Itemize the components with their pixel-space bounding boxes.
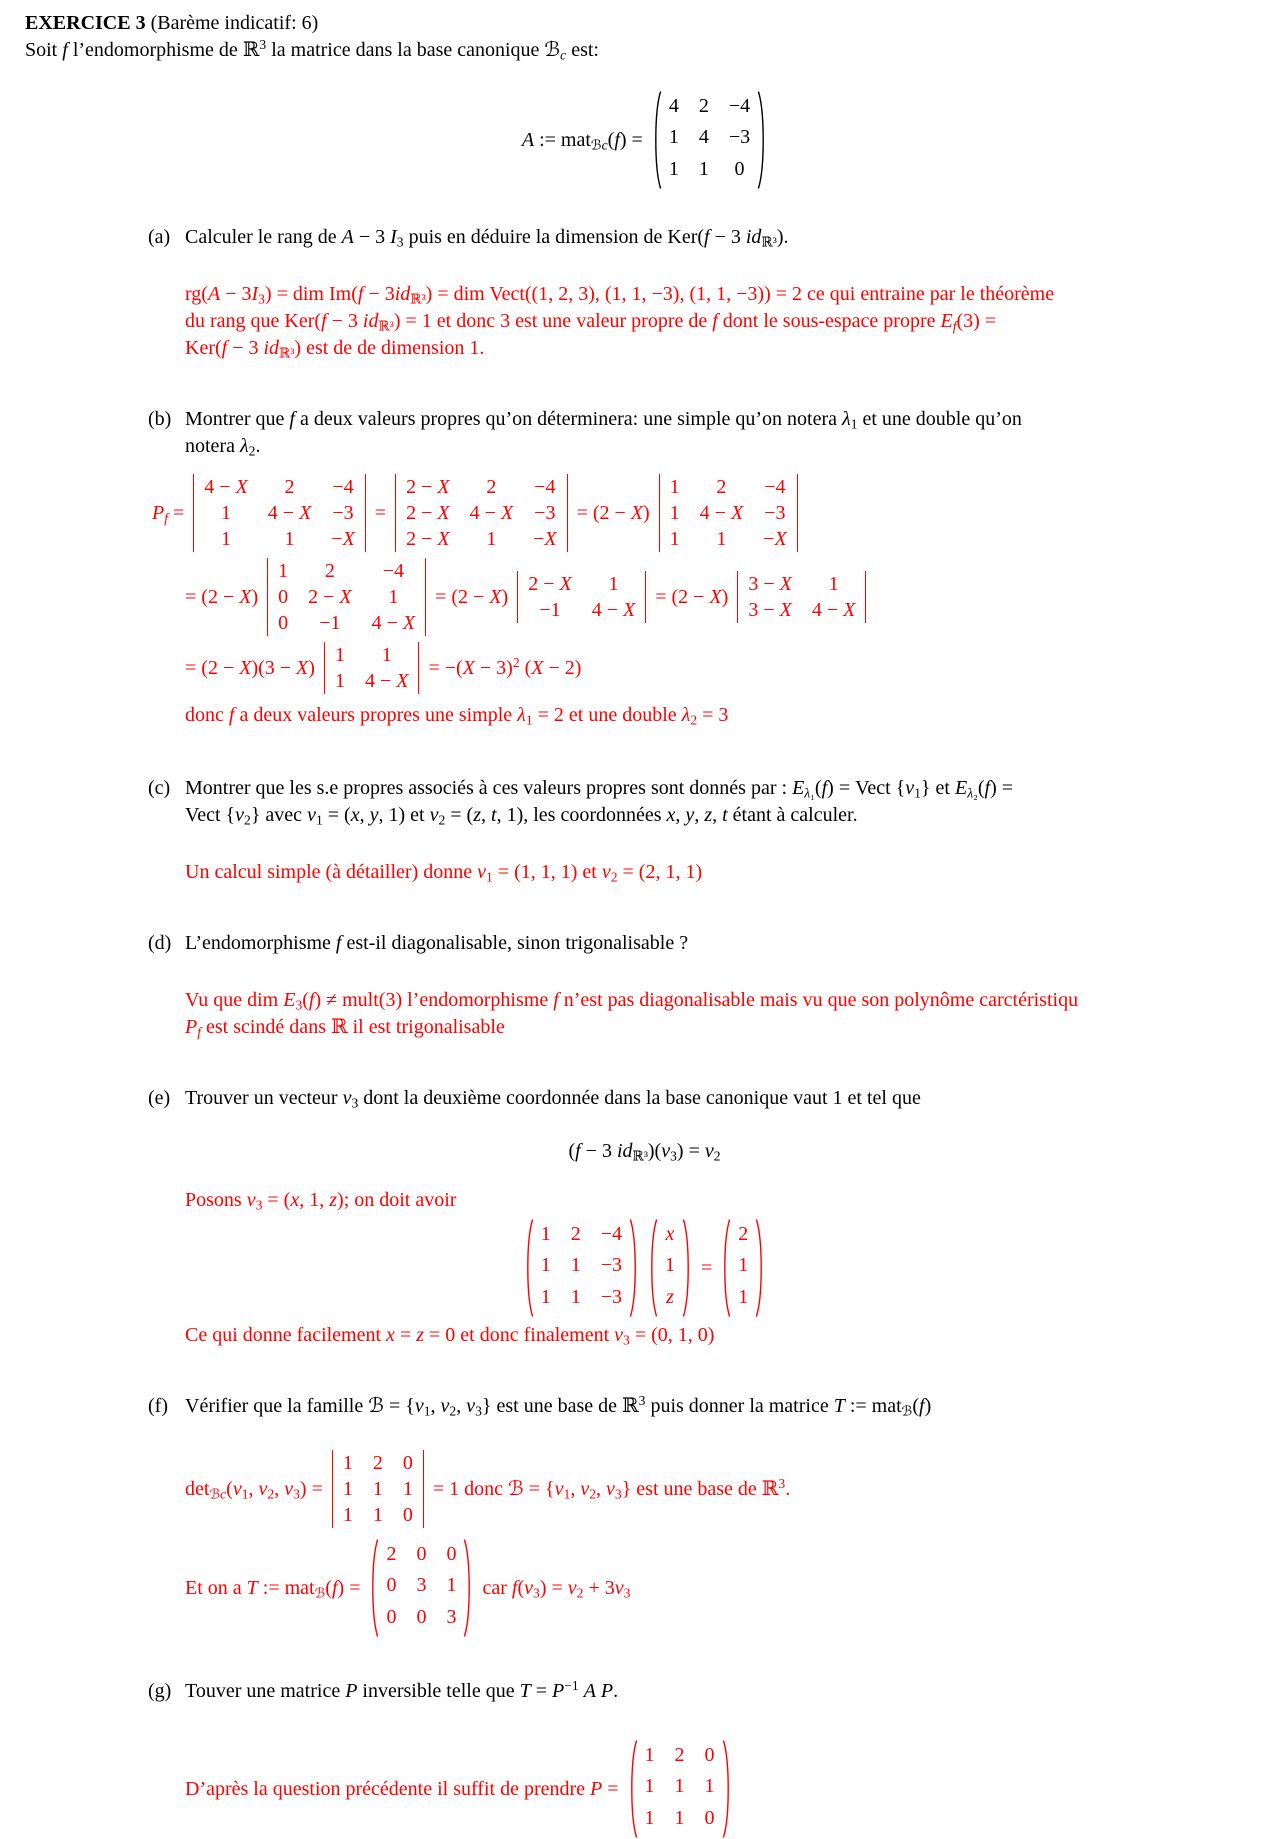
text-line: du rang que Ker(f − 3 $id_{ℝ^3}) = 1$ et donc 3 est une valeur propre de f dont le sous-espace propre $E_f(3)$ =: [185, 310, 997, 334]
exercise-title-rest: (Barème indicatif: 6): [145, 12, 319, 34]
item-b: [148, 406, 1264, 460]
matrix-cell: 1: [669, 502, 680, 524]
matrix-cell: 1: [716, 528, 727, 550]
matrix-cell: −4: [382, 560, 404, 582]
matrix-cell: 3: [416, 1574, 427, 1597]
matrix-cell: 1: [738, 1285, 749, 1308]
matrix-cell: 2: [284, 476, 295, 498]
question-b: [185, 406, 1264, 460]
text-line: Calculer le rang de A − 3 $I_3$ puis en déduire la dimension de Ker(f − 3 $id_{ℝ^3}$).: [185, 226, 789, 250]
item-c: [148, 775, 1264, 829]
matrix-cell: −3: [534, 502, 556, 524]
matrix-cell: 2: [386, 1543, 397, 1565]
intro-paragraph: Soit f l’endomorphisme de ℝ$^3$ la matrice dans la base canonique ℬ$_c$ est:: [25, 37, 599, 63]
matrix-grid: [658, 1218, 682, 1318]
matrix-cell: 0: [386, 1605, 397, 1628]
math-text: =: [374, 501, 387, 524]
matrix-cell: 1: [278, 560, 289, 582]
matrix-cell: 4 − X: [364, 670, 409, 692]
posons-line: Posons $v_3 = (x$, 1, z); on doit avoir: [185, 1189, 457, 1213]
matrix-cell: −3: [764, 502, 786, 524]
matrix-grid: [731, 1218, 755, 1318]
matrix-cell: 1: [570, 1285, 581, 1308]
left-paren: [721, 1218, 731, 1318]
matrix-cell: 1: [644, 1806, 655, 1829]
matrix-cell: 0: [402, 1452, 413, 1474]
matrix-determinant: [395, 474, 568, 552]
matrix-cell: 1: [388, 586, 399, 608]
char-poly-line-1: [152, 474, 1264, 552]
right-paren: [629, 1218, 639, 1318]
matrix-cell: 1: [608, 573, 619, 595]
matrix-cell: 1: [644, 1744, 655, 1766]
right-paren: [722, 1739, 732, 1839]
matrix-cell: 1: [674, 1806, 685, 1829]
matrix-cell: 1: [738, 1254, 749, 1277]
item-d-label: (d): [148, 932, 172, 954]
text-line: Vect $\{v_2\}$ avec $v_1 = (x$, y, 1) et $v_2 = (z$, t, 1), les coordonnées x, y, z, t étant à calculer.: [185, 804, 858, 828]
matrix-cell: 0: [386, 1574, 397, 1597]
math-text: =: [701, 1256, 713, 1279]
matrix-cell: 1: [284, 528, 295, 550]
matrix-cell: 1: [669, 528, 680, 550]
matrix-cell: −X: [533, 528, 557, 550]
matrix-cell: 4 − X: [267, 502, 312, 524]
matrix-cell: 4 − X: [591, 599, 636, 621]
text-line: Trouver un vecteur $v_3$ dont la deuxième coordonnée dans la base canonique vaut 1 et tel que: [185, 1087, 921, 1111]
text-line: notera $\lambda_2$.: [185, 435, 261, 459]
matrix-grid: [638, 1739, 722, 1839]
math-text: = (2 − X)(3 − X): [185, 656, 315, 679]
math-text: = (2 − X): [435, 585, 509, 608]
item-a-label: (a): [148, 226, 171, 248]
matrix-parens: [721, 1218, 765, 1318]
matrix-T-line: [185, 1538, 1264, 1638]
matrix-parens: [369, 1538, 473, 1638]
matrix-parens: [524, 1218, 639, 1318]
matrix-cell: −4: [534, 476, 556, 498]
matrix-cell: 4 − X: [469, 502, 514, 524]
matrix-cell: 3 − X: [748, 599, 792, 621]
math-text: Et on a T := mat$_ℬ$(f) =: [185, 1576, 361, 1600]
matrix-cell: 1: [486, 528, 497, 550]
matrix-cell: −4: [600, 1223, 622, 1245]
matrix-cell: 0: [734, 157, 745, 180]
matrix-cell: 2: [486, 476, 497, 498]
matrix-cell: 2: [674, 1744, 685, 1766]
matrix-cell: 4: [668, 95, 679, 117]
item-e-label: (e): [148, 1087, 171, 1109]
text-line: Vérifier que la famille ℬ = {$v_1$, $v_2$, $v_3$} est une base de ℝ$^3$ puis donner la matrice T := mat$_ℬ$(f): [185, 1393, 932, 1419]
answer-d: [185, 987, 1264, 1041]
matrix-cell: 4 − X: [699, 502, 744, 524]
answer-g: [185, 1739, 1264, 1839]
matrix-determinant: [193, 474, 366, 552]
matrix-cell: −1: [539, 599, 561, 621]
answer-e-posons: [185, 1187, 1264, 1214]
matrix-cell: 1: [372, 1478, 383, 1500]
item-g-label: (g): [148, 1680, 172, 1702]
text-line: $rg(A - 3I_3)$ = dim $Im(f - 3id_{ℝ^3})$ = dim Vect((1, 2, 3), (1, 1, −3), (1, 1, −3)) = 2 ce qui entraine par le théorème: [185, 283, 1055, 307]
equation-f-minus-3id: (f − 3 $id_{ℝ^3})(v_3) = v_2$: [568, 1140, 721, 1164]
matrix-cell: −X: [763, 528, 787, 550]
item-f-label: (f): [148, 1395, 168, 1417]
question-e: [185, 1085, 1264, 1112]
left-paren: [369, 1538, 379, 1638]
matrix-cell: 1: [342, 1478, 353, 1500]
matrix-cell: 1: [221, 528, 232, 550]
question-d: [185, 930, 1264, 957]
matrix-cell: 1: [540, 1223, 551, 1245]
math-text: = 1 donc ℬ = {$v_1$, $v_2$, $v_3$} est une base de ℝ$^3$.: [432, 1475, 791, 1501]
matrix-cell: −3: [600, 1285, 622, 1308]
matrix-cell: 1: [668, 157, 679, 180]
right-paren: [682, 1218, 692, 1318]
matrix-cell: 2: [324, 560, 335, 582]
answer-f: [185, 1450, 1264, 1638]
matrix-cell: 0: [446, 1543, 457, 1565]
matrix-cell: 1: [446, 1574, 457, 1597]
answer-a: [185, 281, 1264, 362]
display-equation-e: [25, 1138, 1264, 1165]
item-a: [148, 224, 1264, 251]
matrix-cell: 1: [669, 476, 680, 498]
left-paren: [652, 90, 662, 190]
matrix-determinant: [659, 474, 798, 552]
char-poly-conclusion: donc f a deux valeurs propres une simple $\lambda_1 = 2$ et une double $\lambda_2 = 3$: [185, 704, 729, 728]
matrix-cell: 2 − X: [308, 586, 352, 608]
matrix-cell: 1: [704, 1775, 715, 1798]
matrix-cell: −3: [332, 502, 354, 524]
det-base-line: [185, 1450, 1264, 1528]
matrix-cell: 1: [334, 644, 345, 666]
matrix-equation-e: [25, 1218, 1264, 1318]
item-f: [148, 1393, 1264, 1420]
matrix-A-display: [25, 90, 1264, 190]
matrix-cell: 1: [540, 1254, 551, 1277]
math-text: A := mat$_{ℬc}$(f) =: [521, 128, 643, 152]
matrix-equation-e-row: [524, 1218, 766, 1318]
matrix-cell: 1: [674, 1775, 685, 1798]
matrix-cell: 4 − X: [371, 612, 416, 634]
matrix-cell: −3: [600, 1254, 622, 1277]
math-text: $P_f$ =: [152, 501, 185, 525]
matrix-cell: 0: [704, 1744, 715, 1766]
matrix-determinant: [332, 1450, 424, 1528]
matrix-cell: 0: [278, 586, 289, 608]
answer-e-conclusion: [185, 1322, 1264, 1349]
matrix-cell: 1: [665, 1254, 675, 1277]
matrix-grid: [662, 90, 757, 190]
left-paren: [648, 1218, 658, 1318]
matrix-grid: [379, 1538, 463, 1638]
right-paren: [755, 1218, 765, 1318]
matrix-cell: 4 − X: [204, 476, 248, 498]
text-line: Ker(f − 3 $id_{ℝ^3}$) est de de dimension 1.: [185, 337, 485, 361]
matrix-cell: 0: [416, 1605, 427, 1628]
matrix-cell: 2: [570, 1223, 581, 1245]
matrix-cell: z: [666, 1285, 674, 1308]
matrix-determinant: [737, 571, 866, 623]
matrix-cell: 1: [334, 670, 345, 692]
matrix-cell: 1: [698, 157, 709, 180]
text-line: Touver une matrice P inversible telle que $T = P^{-1}$ A P.: [185, 1678, 619, 1702]
matrix-parens: [648, 1218, 692, 1318]
text-line: $P_f$ est scindé dans ℝ il est trigonalisable: [185, 1016, 505, 1040]
exercise-title-bold: EXERCICE 3: [25, 12, 146, 34]
math-text: $\det_{ℬc}(v_1$, $v_2$, $v_3$) =: [185, 1477, 323, 1501]
matrix-cell: −4: [332, 476, 354, 498]
conclusion-v3: Ce qui donne facilement x = z = 0 et donc finalement $v_3 = (0$, 1, 0): [185, 1324, 715, 1348]
matrix-parens: [652, 90, 767, 190]
math-text: D’après la question précédente il suffit de prendre P =: [185, 1777, 619, 1800]
answer-b: [152, 474, 1264, 729]
matrix-cell: 2: [698, 95, 709, 117]
matrix-cell: x: [665, 1223, 675, 1245]
item-d: [148, 930, 1264, 957]
left-paren: [628, 1739, 638, 1839]
matrix-cell: 1: [381, 644, 392, 666]
text-line: L’endomorphisme f est-il diagonalisable, sinon trigonalisable ?: [185, 932, 689, 954]
matrix-cell: 2 − X: [406, 476, 450, 498]
math-text: = (2 − X): [655, 585, 729, 608]
question-c: [185, 775, 1264, 829]
answer-c: [185, 859, 1264, 886]
math-text: = (2 − X): [185, 585, 259, 608]
matrix-cell: 2 − X: [406, 502, 450, 524]
math-text: = $-(X - 3)^2$ (X − 2): [428, 654, 582, 679]
left-paren: [524, 1218, 534, 1318]
matrix-cell: 1: [644, 1775, 655, 1798]
char-poly-line-3: [185, 642, 1264, 694]
matrix-cell: 1: [828, 573, 839, 595]
item-e: [148, 1085, 1264, 1112]
matrix-cell: 2: [738, 1223, 749, 1245]
right-paren: [463, 1538, 473, 1638]
math-text: = (2 − X): [576, 501, 650, 524]
matrix-cell: −4: [728, 95, 751, 117]
matrix-cell: 0: [704, 1806, 715, 1829]
text-line: Vu que dim $E_3(f)$ ≠ mult(3) l’endomorphisme f n’est pas diagonalisable mais vu que son polynôme carctéristiqu: [185, 989, 1079, 1013]
right-paren: [757, 90, 767, 190]
text-line: Montrer que les s.e propres associés à ces valeurs propres sont donnés par : $E_{\lambda_1}(f)$ = Vect $\{v_1\}$ et $E_{\lambda_2}(f)$ =: [185, 777, 1014, 801]
matrix-cell: 0: [278, 612, 289, 634]
matrix-cell: 1: [221, 502, 232, 524]
matrix-cell: 1: [372, 1504, 383, 1526]
matrix-A-equation: [522, 90, 767, 190]
matrix-cell: 2 − X: [406, 528, 450, 550]
matrix-P-line: [185, 1739, 1264, 1839]
matrix-cell: 1: [570, 1254, 581, 1277]
matrix-cell: 2 − X: [528, 573, 572, 595]
text-line: Un calcul simple (à détailler) donne $v_1 = (1$, 1, 1) et $v_2 = (2$, 1, 1): [185, 861, 703, 885]
question-f: [185, 1393, 1264, 1420]
matrix-grid: [534, 1218, 629, 1318]
matrix-cell: 1: [668, 126, 679, 149]
matrix-determinant: [324, 642, 420, 694]
matrix-cell: 1: [342, 1504, 353, 1526]
matrix-cell: −1: [319, 612, 341, 634]
matrix-parens: [628, 1739, 732, 1839]
question-a: [185, 224, 1264, 251]
matrix-cell: 4 − X: [811, 599, 856, 621]
text-line: Montrer que f a deux valeurs propres qu’on déterminera: une simple qu’on notera $\lambda_1$ et une double qu’on: [185, 408, 1022, 432]
item-b-label: (b): [148, 408, 172, 430]
matrix-determinant: [267, 558, 426, 636]
matrix-cell: 0: [402, 1504, 413, 1526]
matrix-cell: 2: [372, 1452, 383, 1474]
matrix-cell: 1: [402, 1478, 413, 1500]
matrix-cell: 2: [716, 476, 727, 498]
char-poly-line-2: [185, 558, 1264, 636]
matrix-cell: −X: [331, 528, 355, 550]
matrix-cell: 3: [446, 1605, 457, 1628]
matrix-cell: 1: [342, 1452, 353, 1474]
matrix-determinant: [517, 571, 646, 623]
matrix-cell: 4: [698, 126, 709, 149]
math-text: car $f(v_3) = v_2 + 3v_3$: [482, 1576, 631, 1600]
matrix-cell: 1: [540, 1285, 551, 1308]
matrix-cell: −3: [728, 126, 751, 149]
matrix-cell: 0: [416, 1543, 427, 1565]
exercise-title: [25, 10, 1264, 37]
item-c-label: (c): [148, 777, 171, 799]
matrix-cell: −4: [764, 476, 786, 498]
matrix-cell: 3 − X: [748, 573, 792, 595]
